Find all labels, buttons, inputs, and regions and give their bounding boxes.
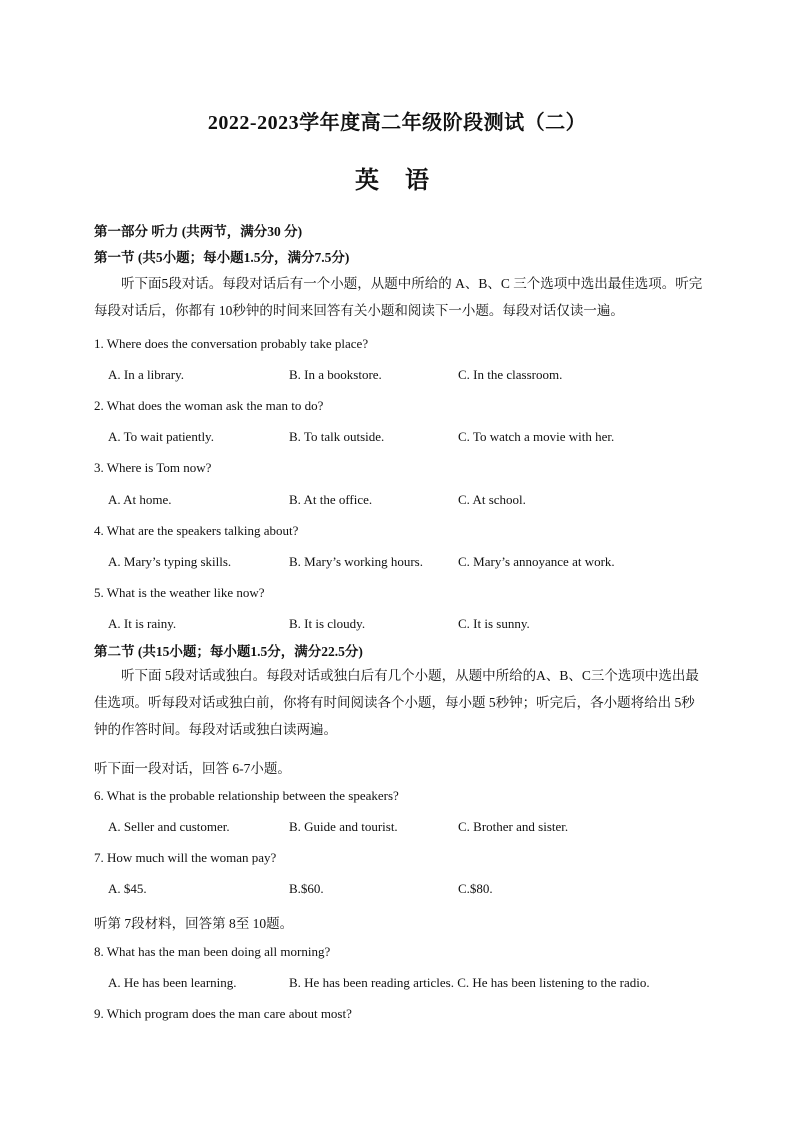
question-8: 8. What has the man been doing all morning? bbox=[94, 944, 331, 959]
subject-title: 英 语 bbox=[355, 168, 439, 194]
question-1-option-a: A. In a library. bbox=[108, 367, 185, 382]
question-6-option-b: B. Guide and tourist. bbox=[289, 819, 398, 834]
question-4-option-a: A. Mary’s typing skills. bbox=[108, 554, 232, 569]
question-4-option-c: C. Mary’s annoyance at work. bbox=[458, 554, 615, 569]
question-7-option-b: B.$60. bbox=[289, 881, 324, 896]
question-7-option-c: C.$80. bbox=[458, 881, 493, 896]
question-8-option-a: A. He has been learning. bbox=[108, 975, 237, 990]
note-questions-8-10: 听第 7段材料，回答第 8至 10题。 bbox=[94, 916, 294, 931]
question-7: 7. How much will the woman pay? bbox=[94, 850, 277, 865]
question-3-option-a: A. At home. bbox=[108, 492, 172, 507]
question-3-option-b: B. At the office. bbox=[289, 492, 373, 507]
question-2-option-a: A. To wait patiently. bbox=[108, 429, 214, 444]
question-1-option-c: C. In the classroom. bbox=[458, 367, 563, 382]
question-9: 9. Which program does the man care about most? bbox=[94, 1006, 352, 1021]
question-4-option-b: B. Mary’s working hours. bbox=[289, 554, 423, 569]
question-5: 5. What is the weather like now? bbox=[94, 585, 265, 600]
question-5-option-a: A. It is rainy. bbox=[108, 616, 177, 631]
section2-instructions: 听下面 5段对话或独白。每段对话或独白后有几个小题，从题中所给的A、B、C三个选项中选出最佳选项。听每段对话或独白前，你将有时间阅读各个小题，每小题 5秒钟；听完后，各小题将给出 5秒钟的作答时间。每段对话或独白读两遍。 bbox=[94, 668, 699, 737]
question-2-option-c: C. To watch a movie with her. bbox=[458, 429, 615, 444]
part1-heading: 第一部分 听力 (共两节，满分30 分) bbox=[94, 224, 303, 239]
question-2-option-b: B. To talk outside. bbox=[289, 429, 385, 444]
exam-title: 2022-2023学年度高二年级阶段测试（二） bbox=[207, 112, 587, 134]
question-8-option-b-c: B. He has been reading articles. C. He has been listening to the radio. bbox=[289, 975, 650, 990]
question-7-option-a: A. $45. bbox=[108, 881, 147, 896]
section2-heading: 第二节 (共15小题；每小题1.5分，满分22.5分) bbox=[94, 644, 363, 659]
question-1: 1. Where does the conversation probably take place? bbox=[94, 336, 369, 351]
question-5-option-c: C. It is sunny. bbox=[458, 616, 530, 631]
question-1-option-b: B. In a bookstore. bbox=[289, 367, 382, 382]
question-4: 4. What are the speakers talking about? bbox=[94, 523, 299, 538]
question-6: 6. What is the probable relationship between the speakers? bbox=[94, 788, 399, 803]
question-3-option-c: C. At school. bbox=[458, 492, 526, 507]
question-6-option-c: C. Brother and sister. bbox=[458, 819, 569, 834]
question-3: 3. Where is Tom now? bbox=[94, 460, 212, 475]
question-2: 2. What does the woman ask the man to do? bbox=[94, 398, 324, 413]
question-5-option-b: B. It is cloudy. bbox=[289, 616, 366, 631]
section1-heading: 第一节 (共5小题；每小题1.5分，满分7.5分) bbox=[94, 250, 350, 265]
note-questions-6-7: 听下面一段对话，回答 6-7小题。 bbox=[94, 761, 291, 776]
question-6-option-a: A. Seller and customer. bbox=[108, 819, 230, 834]
section1-instructions: 听下面5段对话。每段对话后有一个小题，从题中所给的 A、B、C 三个选项中选出最佳选项。听完每段对话后，你都有 10秒钟的时间来回答有关小题和阅读下一小题。每段对话仅读一遍。 bbox=[94, 276, 703, 318]
